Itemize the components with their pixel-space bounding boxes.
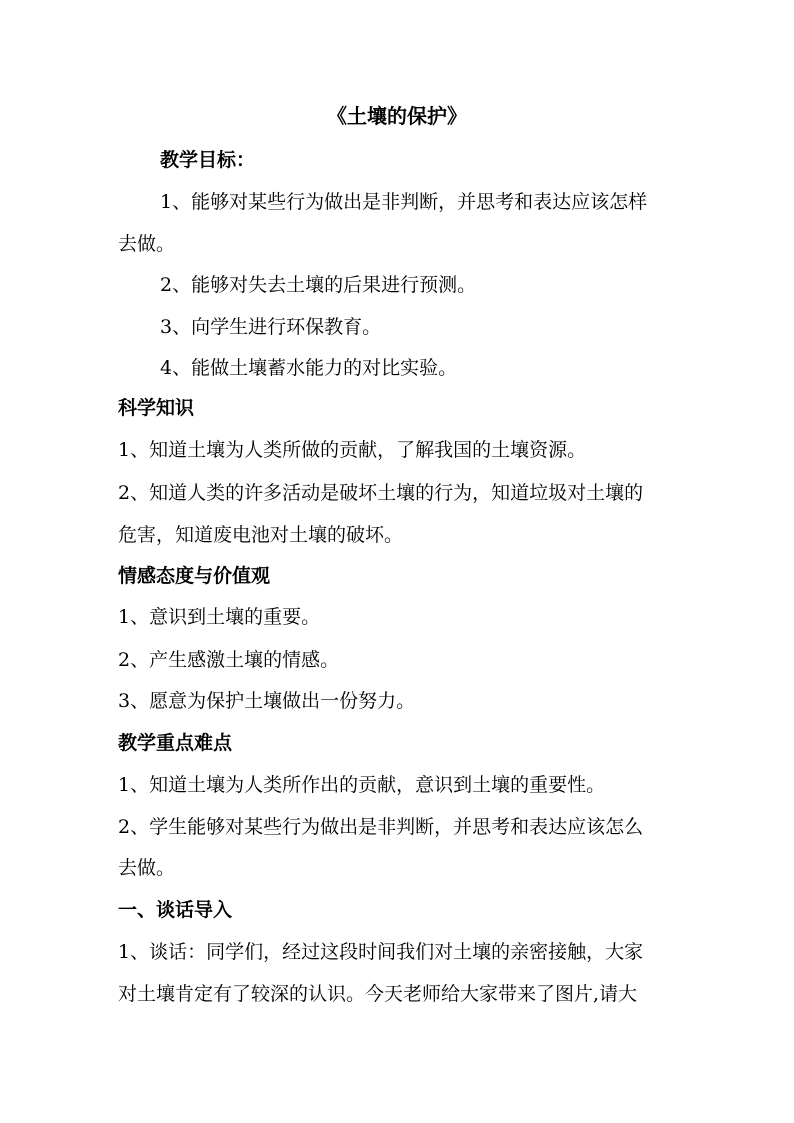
keypoints-line: 1、知道土壤为人类所作出的贡献，意识到土壤的重要性。 [118,774,606,796]
objective-item-continued: 去做。 [118,233,176,255]
intro-line: 1、谈话：同学们，经过这段时间我们对土壤的亲密接触，大家 [118,941,644,963]
objective-item: 1、能够对某些行为做出是非判断，并思考和表达应该怎样 [160,191,648,213]
document-title: 《土壤的保护》 [327,104,467,128]
intro-heading: 一、谈话导入 [118,899,233,921]
science-line: 危害，知道废电池对土壤的破坏。 [118,524,404,546]
objective-item: 3、向学生进行环保教育。 [160,316,382,338]
attitude-line: 3、愿意为保护土壤做出一份努力。 [118,690,416,712]
science-line: 1、知道土壤为人类所做的贡献，了解我国的土壤资源。 [118,439,587,461]
attitude-heading: 情感态度与价值观 [118,565,271,587]
keypoints-line: 2、学生能够对某些行为做出是非判断，并思考和表达应该怎么 [118,816,644,838]
science-heading: 科学知识 [118,397,195,419]
keypoints-line: 去做。 [118,857,176,879]
objectives-heading: 教学目标： [160,149,256,171]
objective-item: 4、能做土壤蓄水能力的对比实验。 [160,357,458,379]
attitude-line: 1、意识到土壤的重要。 [118,606,321,628]
science-line: 2、知道人类的许多活动是破坏土壤的行为，知道垃圾对土壤的 [118,482,644,504]
attitude-line: 2、产生感激土壤的情感。 [118,649,340,671]
intro-line: 对土壤肯定有了较深的认识。今天老师给大家带来了图片,请大 [118,983,638,1005]
objective-item: 2、能够对失去土壤的后果进行预测。 [160,274,477,296]
keypoints-heading: 教学重点难点 [118,732,233,754]
